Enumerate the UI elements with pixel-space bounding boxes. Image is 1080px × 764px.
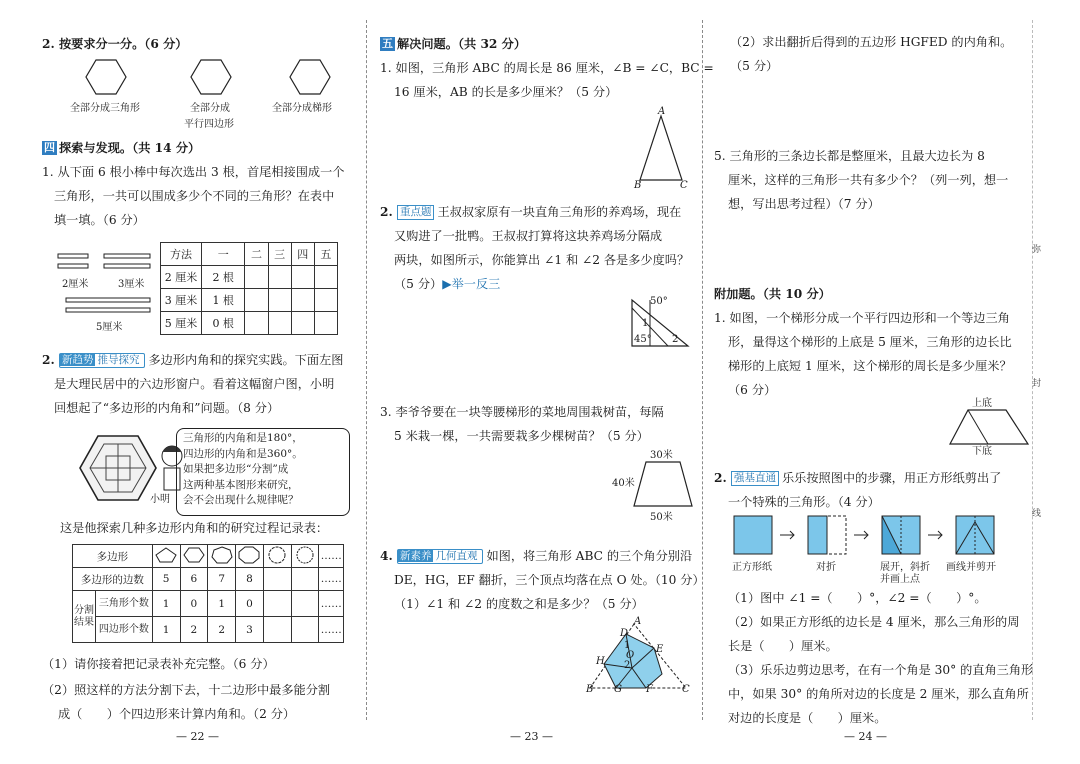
stick-2cm-a <box>58 254 88 258</box>
trapezoid-figure <box>632 456 696 514</box>
fold-label: C <box>682 684 690 695</box>
angle-label: 50° <box>650 296 668 307</box>
page-23 <box>366 0 714 764</box>
fold-label: 1 <box>624 640 631 651</box>
eq1-line-1: 1. 如图，一个梯形分成一个平行四边形和一个等边三角 <box>714 311 1010 325</box>
poly-row-label: 多边形 <box>73 545 153 568</box>
eq2-text-1: 乐乐按照图中的步骤，用正方形纸剪出了 <box>781 471 1002 485</box>
fold-label: E <box>656 644 664 655</box>
q5-line-3: 想，写出思考过程）（7 分） <box>728 197 880 211</box>
sub-question-1: （1）请你接着把记录表补充完整。（6 分） <box>42 657 275 671</box>
section-4-icon: 四 <box>44 141 55 154</box>
step-label: 画线并剪开 <box>946 562 996 573</box>
eq1-line-4: （6 分） <box>728 383 777 397</box>
tri-label: 三角形个数 <box>96 591 153 617</box>
angle-label: 2 <box>672 334 679 345</box>
quad-label: 四边形个数 <box>96 617 153 643</box>
q2-title: 2. 按要求分一分。（6 分） <box>42 37 188 51</box>
isosceles-trapezoid <box>634 462 692 506</box>
section-5-title: 解决问题。（共 32 分） <box>397 37 527 51</box>
tri-cell: 0 <box>236 591 264 617</box>
sticks-table-header: 二 <box>245 243 268 266</box>
page-22 <box>0 0 366 764</box>
q4-line-1: 4. 新素养 几何直观 如图，将三角形 ABC 的三个角分别沿 <box>380 549 693 563</box>
section-5-heading <box>380 34 526 54</box>
hex-label-2: 全部分成 <box>190 103 230 114</box>
q1-line-2: 16 厘米，AB 的长是多少厘米？（5 分） <box>394 85 618 99</box>
step-label: 并画上点 <box>880 574 920 585</box>
folded-pentagon <box>604 634 662 688</box>
bubble-line: 如果把多边形“分割”成 <box>183 463 289 475</box>
q4-line-3: （1）∠1 和 ∠2 的度数之和是多少？（5 分） <box>394 597 644 611</box>
related-practice-link[interactable]: ▶举一反三 <box>442 277 501 291</box>
answer-cell[interactable] <box>268 289 291 312</box>
trapezoid-label: 下底 <box>972 446 992 457</box>
fold-label: H <box>596 656 605 667</box>
margin-char: 封 <box>1032 379 1042 389</box>
stick-3cm-a <box>104 254 150 258</box>
poly-shape <box>180 545 208 568</box>
fold-label: D <box>620 628 629 639</box>
section-4-title: 探索与发现。（共 14 分） <box>59 141 201 155</box>
q3-line-2: 5 米栽一棵，一共需要栽多少棵树苗？（5 分） <box>394 429 649 443</box>
bubble-line: 会不会出现什么规律呢？ <box>183 494 299 506</box>
stick-5cm-a <box>66 298 150 302</box>
q2-text-1: 王叔叔家原有一块直角三角形的养鸡场，现在 <box>437 205 682 219</box>
answer-cell[interactable] <box>245 312 268 335</box>
q2-tag: 重点题 <box>397 205 435 220</box>
table-row <box>73 591 344 617</box>
eq2-line-1: 2. 强基直通 乐乐按照图中的步骤，用正方形纸剪出了 <box>714 471 1002 485</box>
hexagon-3 <box>290 60 330 94</box>
fold-label: G <box>614 684 622 695</box>
answer-cell[interactable] <box>314 312 337 335</box>
stick-5cm-b <box>66 308 150 312</box>
sub-question-2a: （2）照这样的方法分割下去，十二边形中最多能分割 <box>42 683 331 697</box>
answer-cell[interactable] <box>245 266 268 289</box>
q2b-tag-1: 新趋势 <box>61 354 94 366</box>
table-row <box>161 312 338 335</box>
q5-line-1: 5. 三角形的三条边长都是整厘米，且最大边长为 8 <box>714 149 985 163</box>
step-label: 展开，斜折 <box>880 562 930 573</box>
answer-cell[interactable] <box>314 289 337 312</box>
eq2-sub-2b: 长是（ ）厘米。 <box>728 639 838 653</box>
sides-cell: 8 <box>236 568 264 591</box>
step-square <box>734 516 772 554</box>
bubble-line: 三角形的内角和是180°， <box>183 432 303 444</box>
table-row <box>73 568 344 591</box>
stick-label-3cm: 3厘米 <box>118 279 145 290</box>
sticks-table-header: 五 <box>314 243 337 266</box>
answer-cell[interactable] <box>245 289 268 312</box>
q2b-tag-2: 推导探究 <box>97 354 140 366</box>
hexagon-figures <box>60 56 360 96</box>
trapezoid-label: 30米 <box>650 450 673 461</box>
poly-row-label: 多边形的边数 <box>73 568 153 591</box>
angle-label: 45° <box>634 334 652 345</box>
folding-steps-figure <box>730 514 1030 558</box>
polygon-table <box>72 544 344 643</box>
tri-cell: 1 <box>208 591 236 617</box>
answer-cell[interactable] <box>291 266 314 289</box>
answer-cell[interactable] <box>291 289 314 312</box>
page-number-23: — 23 — <box>510 730 553 743</box>
answer-cell[interactable] <box>314 266 337 289</box>
fold-label: B <box>586 684 594 695</box>
q4-line-2: DE，HG，EF 翻折，三个顶点均落在点 O 处。（10 分） <box>394 573 705 587</box>
hex-label-2b: 平行四边形 <box>184 119 234 130</box>
poly-dots: …… <box>319 591 344 617</box>
eq2-sub-1: （1）图中 ∠1 =（ ）°，∠2 =（ ）°。 <box>728 591 987 605</box>
q4b-line-1: （2）求出翻折后得到的五边形 HGFED 的内角和。 <box>730 35 1013 49</box>
step-label: 正方形纸 <box>732 562 772 573</box>
bubble-line: 这两种基本图形来研究， <box>183 478 299 491</box>
poly-shape <box>236 545 264 568</box>
quad-cell: 2 <box>180 617 208 643</box>
answer-cell[interactable] <box>291 591 319 617</box>
quad-cell: 1 <box>152 617 180 643</box>
stick-3cm-b <box>104 264 150 268</box>
angle-label: 1 <box>642 318 649 329</box>
answer-cell[interactable] <box>291 312 314 335</box>
q2-line-2: 又购进了一批鸭。王叔叔打算将这块养鸡场分隔成 <box>394 229 663 243</box>
hexagon-2 <box>191 60 231 94</box>
margin-char: 线 <box>1032 509 1042 519</box>
answer-cell[interactable] <box>291 617 319 643</box>
split-label: 分割结果 <box>73 591 96 643</box>
q4-text-1: 如图，将三角形 ABC 的三个角分别沿 <box>486 549 693 563</box>
stick-2cm-b <box>58 264 88 268</box>
answer-cell[interactable] <box>268 312 291 335</box>
q2-text-4: （5 分） <box>394 277 443 291</box>
step-label: 对折 <box>816 562 836 573</box>
sticks-table-header: 三 <box>268 243 291 266</box>
answer-cell[interactable] <box>291 568 319 591</box>
poly-shape <box>291 545 319 568</box>
stick-label-2cm: 2厘米 <box>62 279 89 290</box>
vertex-label: A <box>658 106 666 117</box>
q4-tag-2: 几何直观 <box>435 550 478 562</box>
poly-shape <box>208 545 236 568</box>
stick-length: 3 厘米 <box>161 289 202 312</box>
stick-count: 0 根 <box>202 312 245 335</box>
bubble-line: 四边形的内角和是360°。 <box>183 447 303 460</box>
hexagon-1 <box>86 60 126 94</box>
poly-dots: …… <box>319 617 344 643</box>
record-intro: 这是他探索几种多边形内角和的研究过程记录表： <box>60 521 329 535</box>
binding-line <box>1032 20 1033 720</box>
eq1-line-2: 形，量得这个梯形的上底是 5 厘米，三角形的边长比 <box>728 335 1012 349</box>
margin-char: 弥 <box>1032 245 1042 255</box>
xiaoming-label: 小明 <box>150 494 170 505</box>
trapezoid-label: 50米 <box>650 512 673 523</box>
q5-line-2: 厘米，这样的三角形一共有多少个？（列一列，想一 <box>728 173 1009 187</box>
triangle-abc-figure <box>630 106 692 188</box>
q3-line-1: 3. 李爷爷要在一块等腰梯形的菜地周围栽树苗，每隔 <box>380 405 664 419</box>
hex-label-3: 全部分成梯形 <box>272 103 332 114</box>
section-4-heading <box>42 138 200 158</box>
page-number-22: — 22 — <box>176 730 219 743</box>
eq2-sub-3c: 对边的长度是（ ）厘米。 <box>728 711 887 725</box>
sides-cell: 7 <box>208 568 236 591</box>
q2b-line-1: 2. 新趋势 推导探究 多边形内角和的探究实践。下面左图 <box>42 353 344 367</box>
q2-line-1: 2. 重点题 王叔叔家原有一块直角三角形的养鸡场，现在 <box>380 205 682 219</box>
poly-shape <box>263 545 291 568</box>
q2b-tag <box>59 353 146 368</box>
sticks-table <box>160 242 338 335</box>
stick-count: 1 根 <box>202 289 245 312</box>
eq2-line-2: 一个特殊的三角形。（4 分） <box>728 495 880 509</box>
fold-label: O <box>626 650 635 661</box>
poly-dots: …… <box>319 568 344 591</box>
q1-line-2: 三角形，一共可以围成多少个不同的三角形？在表中 <box>54 189 335 203</box>
table-row <box>161 289 338 312</box>
q4-tag-1: 新素养 <box>399 550 432 562</box>
q2b-line-2: 是大理民居中的六边形窗户。看着这幅窗户图，小明 <box>54 377 335 391</box>
q1-line-3: 填一填。（6 分） <box>54 213 145 227</box>
eq2-tag: 强基直通 <box>731 471 779 486</box>
table-row <box>161 266 338 289</box>
stick-label-5cm: 5厘米 <box>96 322 123 333</box>
page-number-24: — 24 — <box>844 730 887 743</box>
q2-line-3: 两块，如图所示，你能算出 ∠1 和 ∠2 各是多少度吗？ <box>394 253 690 267</box>
quad-cell: 2 <box>208 617 236 643</box>
sub-question-2b: 成（ ）个四边形来计算内角和。（2 分） <box>58 707 296 721</box>
eq2-sub-2a: （2）如果正方形纸的边长是 4 厘米，那么三角形的周 <box>728 615 1020 629</box>
sticks-table-header: 一 <box>202 243 245 266</box>
trapezoid-label: 40米 <box>612 478 635 489</box>
trapezoid <box>950 410 1028 444</box>
stick-count: 2 根 <box>202 266 245 289</box>
sides-cell: 6 <box>180 568 208 591</box>
answer-cell[interactable] <box>263 591 291 617</box>
eq1-line-3: 梯形的上底短 1 厘米，这个梯形的周长是多少厘米？ <box>728 359 1012 373</box>
q2b-text-1: 多边形内角和的探究实践。下面左图 <box>148 353 344 367</box>
answer-cell[interactable] <box>263 617 291 643</box>
page-24 <box>702 0 1080 764</box>
tri-cell: 1 <box>152 591 180 617</box>
eq2-sub-3b: 中，如果 30° 的角所对边的长度是 2 厘米，那么直角所 <box>728 687 1029 701</box>
poly-shape <box>152 545 180 568</box>
sticks-table-header: 方法 <box>161 243 202 266</box>
fold-label: A <box>634 616 642 627</box>
table-row <box>73 617 344 643</box>
tri-cell: 0 <box>180 591 208 617</box>
extra-title: 附加题。（共 10 分） <box>714 287 831 301</box>
q1-line-1: 1. 从下面 6 根小棒中每次选出 3 根，首尾相接围成一个 <box>42 165 345 179</box>
fold-label: F <box>646 684 653 695</box>
fold-label: 2 <box>624 660 631 671</box>
answer-cell[interactable] <box>263 568 291 591</box>
hex-label-1: 全部分成三角形 <box>70 103 140 114</box>
stick-length: 2 厘米 <box>161 266 202 289</box>
answer-cell[interactable] <box>268 266 291 289</box>
sticks-table-header: 四 <box>291 243 314 266</box>
eq2-sub-3a: （3）乐乐边剪边思考，在有一个角是 30° 的直角三角形 <box>728 663 1034 677</box>
sides-cell: 5 <box>152 568 180 591</box>
quad-cell: 3 <box>236 617 264 643</box>
q4-tag <box>397 549 484 564</box>
stick-length: 5 厘米 <box>161 312 202 335</box>
speech-bubble <box>176 428 350 516</box>
trapezoid-label: 上底 <box>972 398 992 409</box>
q1-line-1: 1. 如图，三角形 ABC 的周长是 86 厘米，∠B = ∠C，BC = <box>380 61 714 75</box>
poly-dots: …… <box>319 545 344 568</box>
q2b-line-3: 回想起了“多边形的内角和”问题。（8 分） <box>54 401 280 415</box>
section-5-icon: 五 <box>382 37 393 50</box>
q4b-line-2: （5 分） <box>730 59 779 73</box>
vertex-label: C <box>680 180 688 191</box>
triangle-abc <box>640 116 682 180</box>
q2-line-4 <box>394 274 500 294</box>
vertex-label: B <box>634 180 642 191</box>
split-line <box>968 410 988 444</box>
